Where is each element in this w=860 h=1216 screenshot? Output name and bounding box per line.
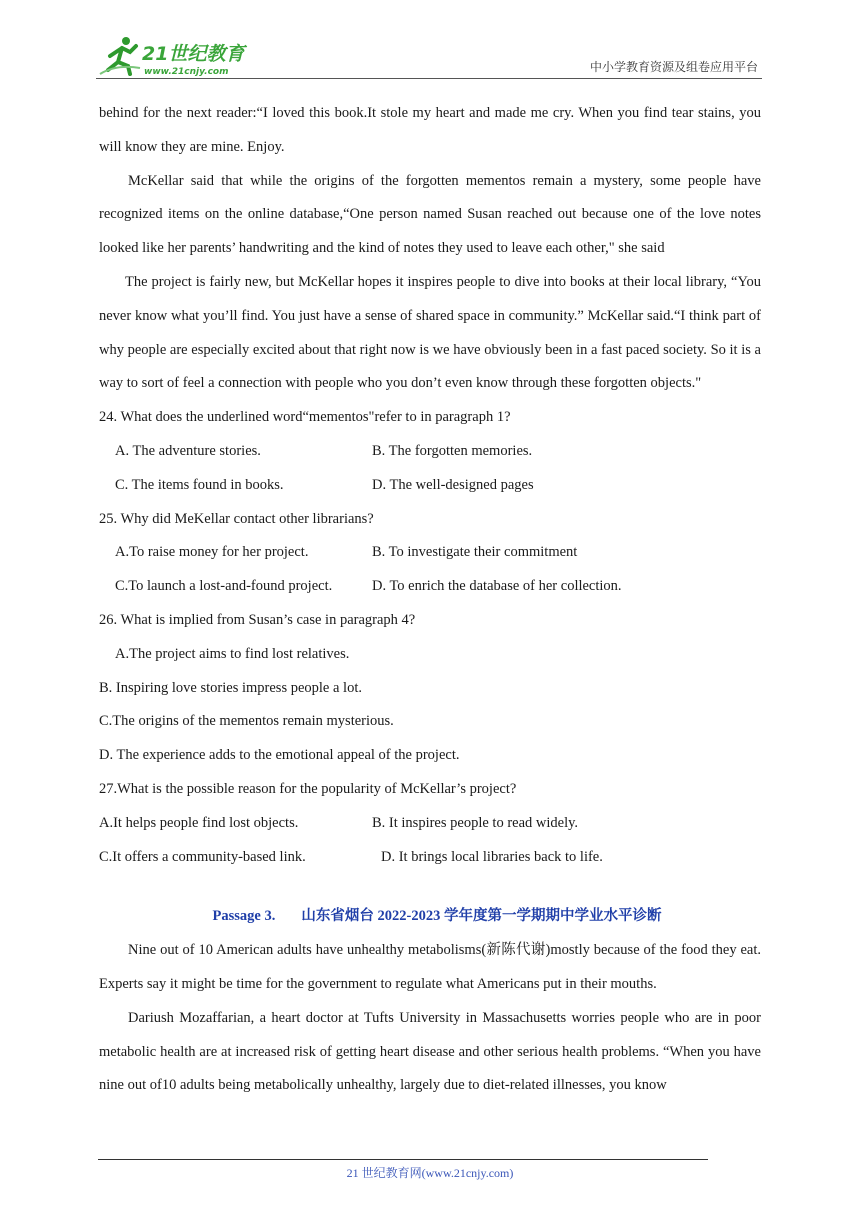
passage-3-title	[99, 900, 761, 934]
option-25b: B. To investigate their commitment	[372, 544, 578, 561]
passage-3-label: Passage 3.	[212, 908, 276, 925]
passage-3-paragraph-2: Dariush Mozaffarian, a heart doctor at Tufts University in Massachusetts worries people who are in poor metabolic health are at increased risk of getting heart disease and other serious health problems. “When you have nine out of10 adults being metabolically unhealthy, largely due to diet-related illnesses, you know	[99, 1009, 761, 1094]
question-26-stem: 26. What is implied from Susan’s case in paragraph 4?	[99, 611, 416, 628]
option-25c: C.To launch a lost-and-found project.	[115, 578, 333, 595]
option-26a: A.The project aims to find lost relatives.	[115, 645, 350, 662]
page-content	[99, 97, 761, 1103]
option-25d: D. To enrich the database of her collection.	[372, 578, 622, 595]
option-26b: B. Inspiring love stories impress people a lot.	[99, 679, 362, 696]
runner-icon	[100, 37, 140, 74]
option-24c: C. The items found in books.	[115, 476, 284, 493]
question-24-stem: 24. What does the underlined word“mementos"refer to in paragraph 1?	[99, 409, 511, 426]
option-26c: C.The origins of the mementos remain mysterious.	[99, 713, 394, 730]
logo-url: www.21cnjy.com	[144, 67, 229, 77]
question-27-options-row2	[99, 841, 761, 875]
question-24-options-row1	[99, 435, 761, 469]
option-24b: B. The forgotten memories.	[372, 442, 533, 459]
question-24-options-row2	[99, 469, 761, 503]
paragraph-continued: behind for the next reader:“I loved this book.It stole my heart and made me cry. When you find tear stains, you will know they are mine. Enjoy.	[99, 105, 761, 155]
option-26d: D. The experience adds to the emotional appeal of the project.	[99, 747, 460, 764]
question-25-stem: 25. Why did MeKellar contact other librarians?	[99, 510, 374, 527]
question-25-options-row1	[99, 536, 761, 570]
option-27c: C.It offers a community-based link.	[99, 848, 306, 865]
option-27b: B. It inspires people to read widely.	[372, 814, 579, 831]
question-27-options-row1	[99, 807, 761, 841]
option-24a: A. The adventure stories.	[115, 442, 261, 459]
option-24d: D. The well-designed pages	[372, 476, 534, 493]
passage-3-source: 山东省烟台 2022-2023 学年度第一学期期中学业水平诊断	[301, 908, 662, 925]
paragraph-project: The project is fairly new, but McKellar hopes it inspires people to dive into books at their local library, “You never know what you’ll find. You just have a sense of shared space in community.” McKellar said.“I think part of why people are especially excited about that right now is we have obviously been in a fast paced society. So it is a way to sort of feel a connection with people who you don’t even know through these forgotten objects."	[99, 273, 761, 392]
option-27a: A.It helps people find lost objects.	[99, 814, 299, 831]
page-header	[96, 34, 762, 79]
option-27d: D. It brings local libraries back to life.	[381, 848, 603, 865]
paragraph-origins: McKellar said that while the origins of the forgotten mementos remain a mystery, some people have recognized items on the online database,“One person named Susan reached out because one of the love notes looked like her parents’ handwriting and the kind of notes they used to leave each other," she said	[99, 172, 761, 257]
site-slogan: 中小学教育资源及组卷应用平台	[589, 60, 758, 74]
option-25a: A.To raise money for her project.	[115, 544, 309, 561]
passage-3-paragraph-1: Nine out of 10 American adults have unhealthy metabolisms(新陈代谢)mostly because of the food they eat. Experts say it might be time for the government to regulate what Americans put in their mouths.	[99, 942, 761, 992]
question-27-stem: 27.What is the possible reason for the popularity of McKellar’s project?	[99, 780, 517, 797]
question-25-options-row2	[99, 570, 761, 604]
footer-text: 21 世纪教育网(www.21cnjy.com)	[346, 1166, 514, 1180]
logo-brand: 21世纪教育	[142, 43, 245, 65]
site-logo	[96, 34, 266, 78]
footer-divider	[98, 1159, 708, 1160]
